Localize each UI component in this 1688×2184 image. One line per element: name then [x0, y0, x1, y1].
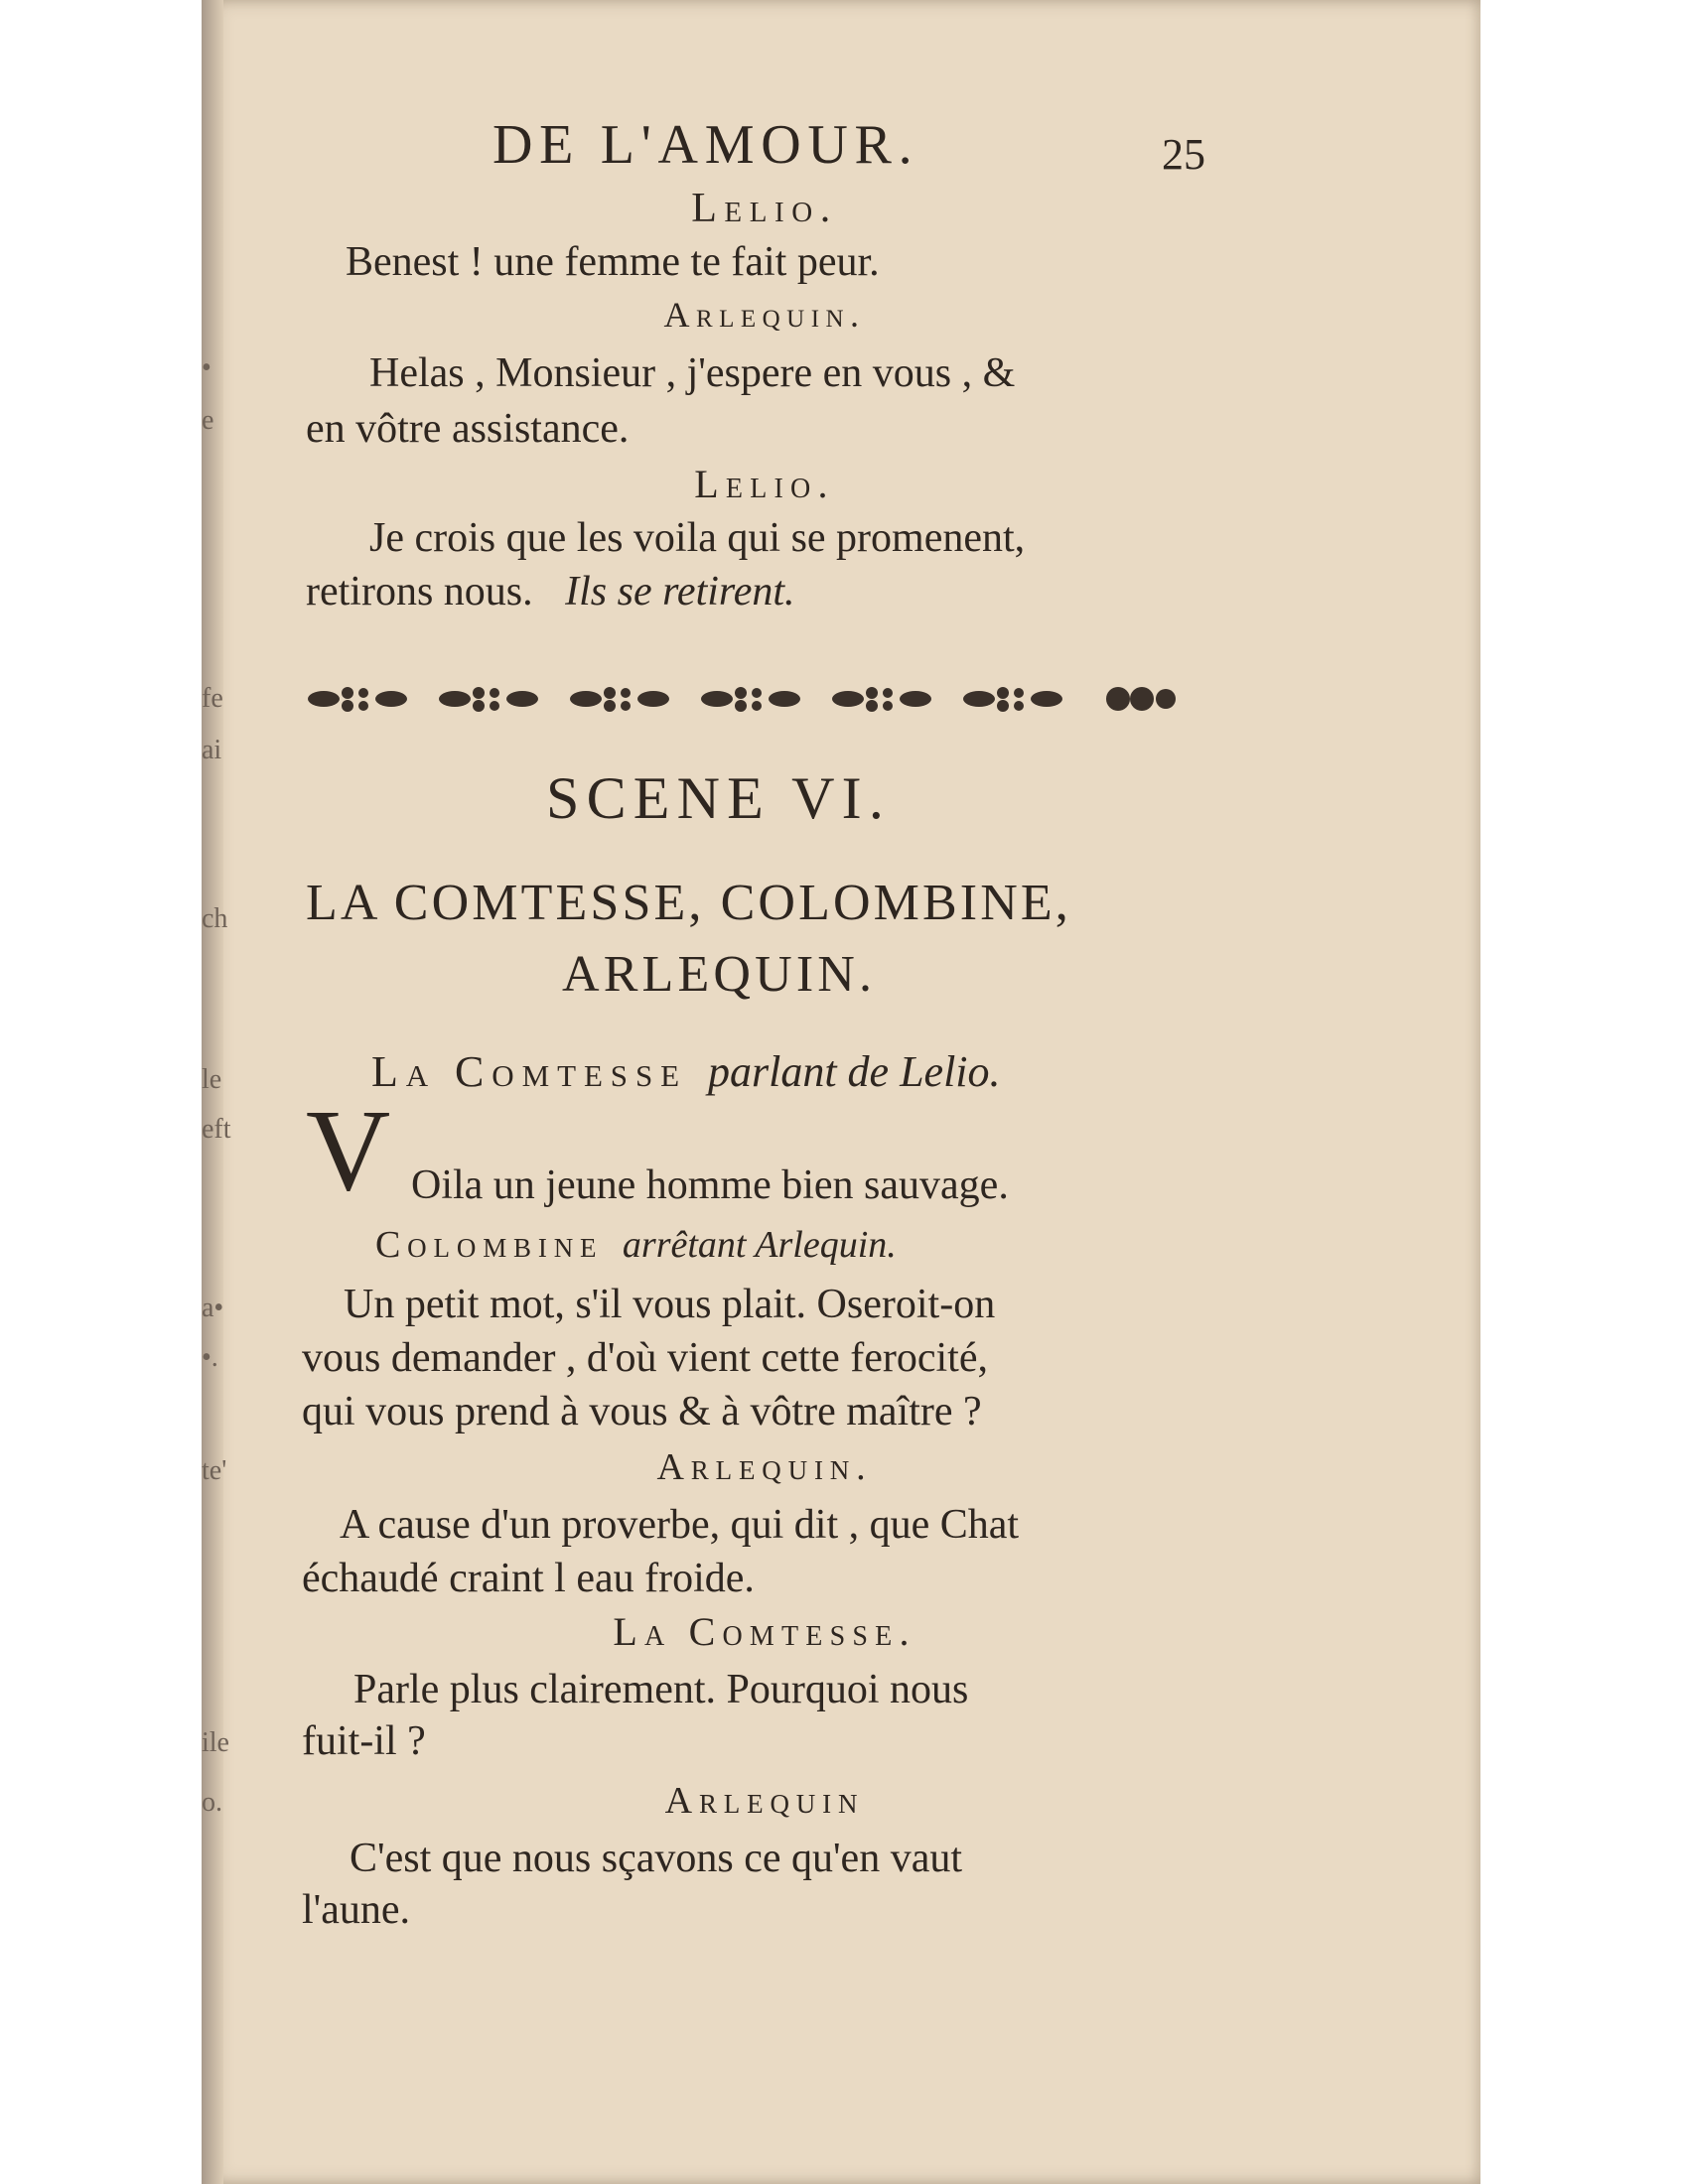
speaker-name: Lelio. [691, 186, 838, 231]
dialogue-line: qui vous prend à vous & à vôtre maître ? [302, 1389, 982, 1434]
speaker-name: La Comtesse [371, 1047, 687, 1096]
bleed-through-text: le [202, 1064, 222, 1095]
bleed-through-text: ch [202, 903, 228, 934]
dialogue-line: A cause d'un proverbe, qui dit , que Chat [340, 1502, 1020, 1548]
dialogue-line: Je crois que les voila qui se promenent, [369, 515, 1026, 561]
bleed-through-text: • [202, 352, 211, 383]
speaker-name: Lelio. [694, 462, 835, 506]
dialogue-line: Helas , Monsieur , j'espere en vous , & [369, 350, 1016, 396]
dialogue-line: en vôtre assistance. [306, 406, 630, 452]
dialogue-line: l'aune. [302, 1887, 411, 1933]
bleed-through-text: fe [202, 683, 223, 714]
speaker-name: Colombine [375, 1224, 604, 1266]
dialogue-line: vous demander , d'où vient cette ferocité, [302, 1335, 988, 1381]
speaker-name: Arlequin. [656, 1446, 873, 1488]
speaker-heading [375, 1223, 897, 1267]
bleed-through-text: o. [202, 1787, 222, 1818]
speaker-name: Arlequin [664, 1780, 865, 1822]
dialogue-line: Oila un jeune homme bien sauvage. [411, 1162, 1009, 1208]
stage-direction: arrêtant Arlequin. [622, 1224, 897, 1266]
speaker-name: La Comtesse. [613, 1609, 916, 1654]
dialogue-text: retirons nous. [306, 569, 533, 614]
scene-title: SCENE VI. [546, 765, 892, 831]
speaker-name: Arlequin. [663, 295, 866, 335]
cast-list: ARLEQUIN. [562, 946, 877, 1003]
cast-list: LA COMTESSE, COLOMBINE, [306, 875, 1071, 931]
bleed-through-text: e [202, 405, 214, 436]
speaker-heading [371, 1046, 1001, 1097]
dialogue-line [306, 568, 795, 615]
stage-direction: parlant de Lelio. [707, 1047, 1001, 1096]
bleed-through-text: te' [202, 1455, 227, 1486]
page-number: 25 [1162, 130, 1205, 179]
dialogue-line: Benest ! une femme te fait peur. [346, 239, 880, 285]
stage-direction: Ils se retirent. [565, 569, 795, 614]
bleed-through-text: a• [202, 1293, 224, 1323]
bleed-through-text: ile [202, 1727, 229, 1758]
dialogue-line: fuit-il ? [302, 1718, 426, 1764]
bleed-through-text: •. [202, 1342, 218, 1373]
dialogue-line: C'est que nous sçavons ce qu'en vaut [350, 1836, 962, 1881]
dialogue-line: Parle plus clairement. Pourquoi nous [353, 1667, 969, 1712]
bleed-through-text: eft [202, 1114, 231, 1145]
running-title: DE L'AMOUR. [492, 114, 919, 176]
fleuron-ornament-icon [306, 679, 1209, 719]
bleed-through-text: ai [202, 735, 222, 765]
dialogue-line: échaudé craint l eau froide. [302, 1556, 755, 1601]
drop-cap: V [306, 1085, 391, 1215]
dialogue-line: Un petit mot, s'il vous plait. Oseroit-on [344, 1282, 996, 1327]
